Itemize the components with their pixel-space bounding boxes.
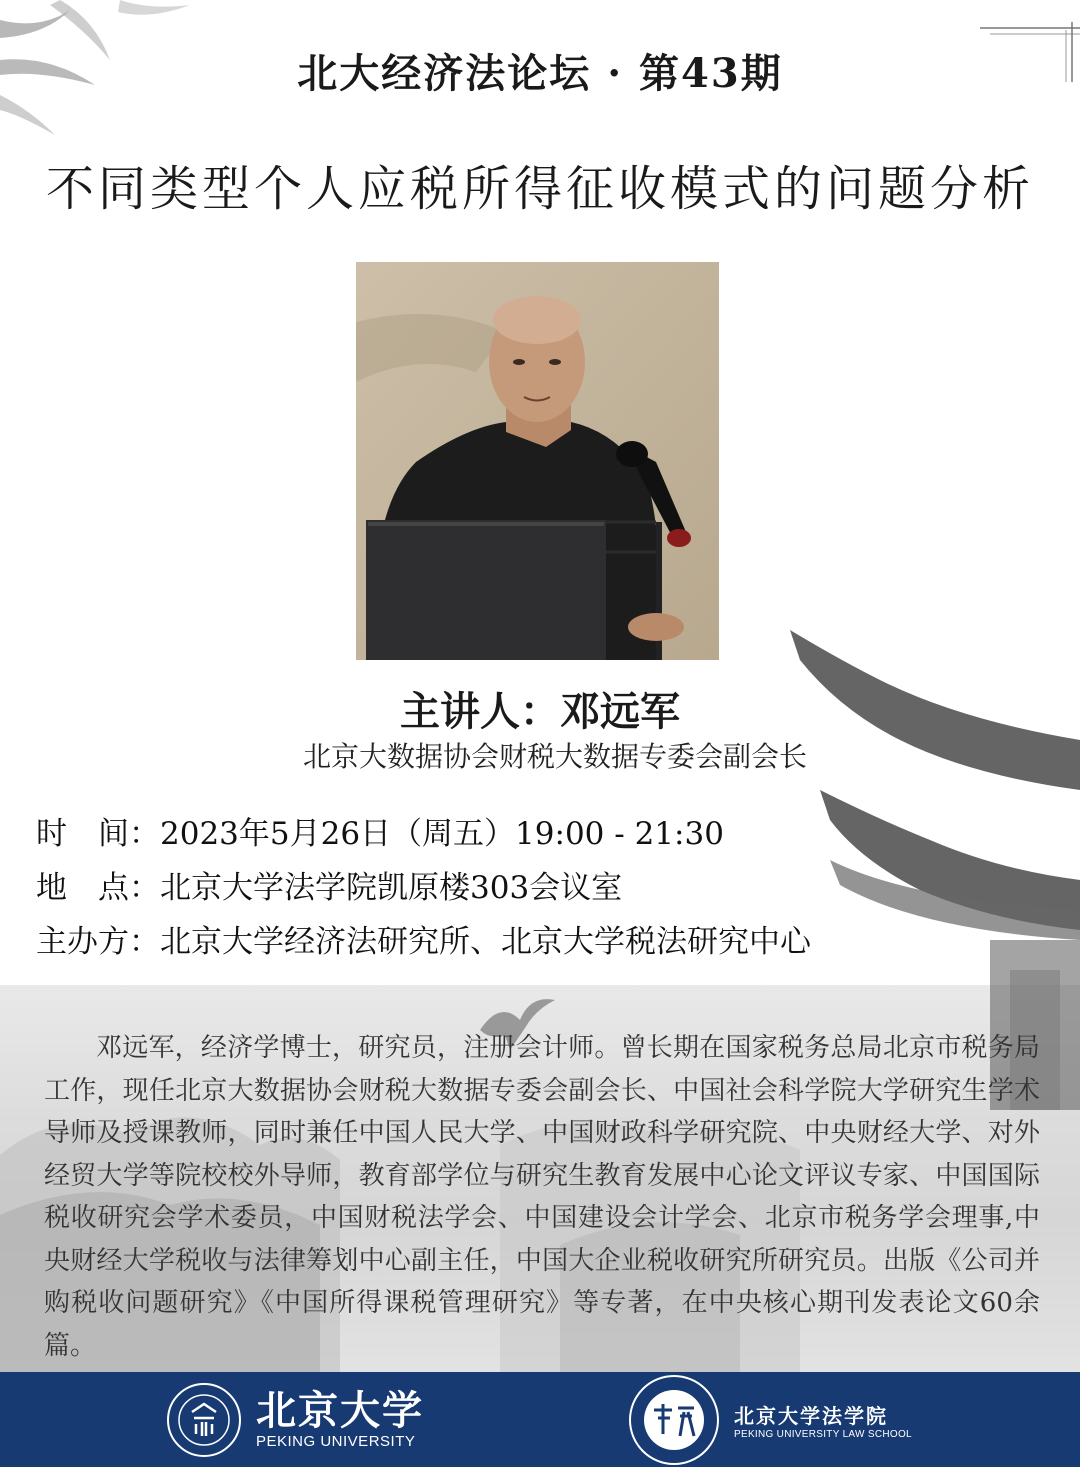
pku-seal-icon — [166, 1382, 242, 1458]
law-school-name: 北京大学法学院 — [734, 1403, 888, 1428]
time-label: 时 间： — [36, 816, 160, 852]
lecture-title: 不同类型个人应税所得征收模式的问题分析 — [45, 161, 1034, 217]
speaker-photo — [356, 262, 719, 660]
pku-english-name: PEKING UNIVERSITY — [256, 1433, 416, 1450]
law-school-english-name: PEKING UNIVERSITY LAW SCHOOL — [734, 1428, 912, 1440]
pku-logo — [166, 1372, 424, 1467]
host-value: 北京大学经济法研究所、北京大学税法研究中心 — [160, 924, 811, 960]
speaker-name: 主讲人：邓远军 — [400, 688, 680, 735]
place-value: 北京大学法学院凯原楼303会议室 — [160, 870, 623, 906]
info-host — [36, 916, 811, 961]
place-label: 地 点： — [36, 870, 160, 906]
host-label: 主办方： — [36, 924, 160, 960]
speaker-affiliation: 北京大数据协会财税大数据专委会副会长 — [302, 740, 807, 773]
pku-name: 北京大学 — [256, 1387, 424, 1434]
law-school-seal-icon — [628, 1374, 720, 1466]
series-title: 北大经济法论坛 · 第43期 — [297, 50, 783, 97]
law-school-logo — [628, 1372, 912, 1467]
info-time — [36, 808, 724, 853]
speaker-bio: 邓远军，经济学博士，研究员，注册会计师。曾长期在国家税务总局北京市税务局工作，现任北京大数据协会财税大数据专委会副会长、中国社会科学院大学研究生学术导师及授课教师，同时兼任中国人民大学、中国财政科学研究院、中央财经大学、对外经贸大学等院校校外导师，教育部学位与研究生教育发展中心论文评议专家、中国国际税收研究会学术委员，中国财税法学会、中国建设会计学会、北京市税务学会理事,中央财经大学税收与法律筹划中心副主任，中国大企业税收研究所研究员。出版《公司并购税收问题研究》《中国所得课税管理研究》等专著，在中央核心期刊发表论文60余篇。 — [44, 1033, 1040, 1361]
time-value: 2023年5月26日（周五）19:00 - 21:30 — [160, 816, 724, 852]
info-place — [36, 862, 622, 907]
footer-bar — [0, 1372, 1080, 1467]
